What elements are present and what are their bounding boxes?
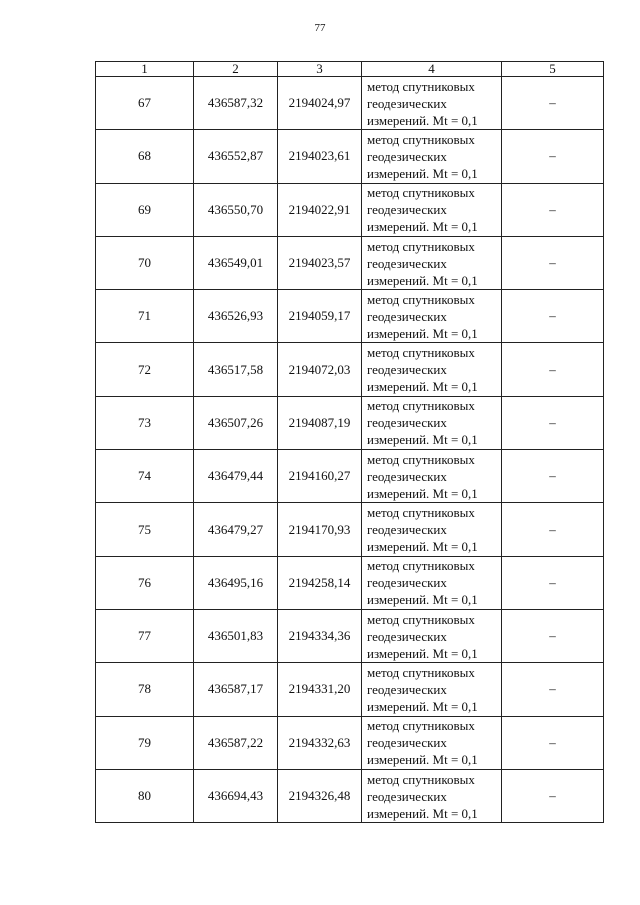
y-coordinate-cell: 2194087,19 <box>278 396 362 449</box>
point-number-cell: 79 <box>96 716 194 769</box>
description-cell: – <box>502 396 604 449</box>
method-cell <box>362 77 502 130</box>
point-number-cell: 72 <box>96 343 194 396</box>
method-text-line: метод спутниковых <box>367 611 475 627</box>
method-text-line: метод спутниковых <box>367 291 475 307</box>
y-coordinate-cell: 2194072,03 <box>278 343 362 396</box>
description-cell: – <box>502 716 604 769</box>
table-row <box>96 343 604 396</box>
point-number-cell: 76 <box>96 556 194 609</box>
method-text-line: геодезических <box>367 308 447 324</box>
table-row <box>96 450 604 503</box>
method-text-line: геодезических <box>367 148 447 164</box>
method-text-line: метод спутниковых <box>367 718 475 734</box>
column-header-5: 5 <box>502 62 604 77</box>
table-row <box>96 556 604 609</box>
method-text-line: метод спутниковых <box>367 185 475 201</box>
y-coordinate-cell: 2194170,93 <box>278 503 362 556</box>
x-coordinate-cell: 436517,58 <box>194 343 278 396</box>
method-cell <box>362 556 502 609</box>
description-cell: – <box>502 343 604 396</box>
method-text-line: метод спутниковых <box>367 558 475 574</box>
table-row <box>96 236 604 289</box>
x-coordinate-cell: 436501,83 <box>194 609 278 662</box>
method-text-line: измерений. Mt = 0,1 <box>367 698 478 714</box>
method-text-line: метод спутниковых <box>367 505 475 521</box>
description-cell: – <box>502 236 604 289</box>
method-text-line: геодезических <box>367 468 447 484</box>
x-coordinate-cell: 436549,01 <box>194 236 278 289</box>
point-number-cell: 70 <box>96 236 194 289</box>
y-coordinate-cell: 2194024,97 <box>278 77 362 130</box>
x-coordinate-cell: 436552,87 <box>194 130 278 183</box>
point-number-cell: 78 <box>96 663 194 716</box>
y-coordinate-cell: 2194160,27 <box>278 450 362 503</box>
table-body <box>96 77 604 823</box>
table-row <box>96 290 604 343</box>
description-cell: – <box>502 503 604 556</box>
method-cell <box>362 343 502 396</box>
column-header-3: 3 <box>278 62 362 77</box>
method-text-line: метод спутниковых <box>367 664 475 680</box>
method-text-line: геодезических <box>367 788 447 804</box>
y-coordinate-cell: 2194326,48 <box>278 769 362 822</box>
method-text-line: метод спутниковых <box>367 451 475 467</box>
table-row <box>96 609 604 662</box>
method-text-line: метод спутниковых <box>367 398 475 414</box>
table-row <box>96 716 604 769</box>
x-coordinate-cell: 436479,27 <box>194 503 278 556</box>
method-text-line: геодезических <box>367 95 447 111</box>
description-cell: – <box>502 769 604 822</box>
table-row <box>96 130 604 183</box>
description-cell: – <box>502 609 604 662</box>
method-text-line: метод спутниковых <box>367 238 475 254</box>
method-cell <box>362 663 502 716</box>
y-coordinate-cell: 2194258,14 <box>278 556 362 609</box>
x-coordinate-cell: 436507,26 <box>194 396 278 449</box>
method-text-line: геодезических <box>367 202 447 218</box>
method-text-line: измерений. Mt = 0,1 <box>367 592 478 608</box>
method-text-line: геодезических <box>367 522 447 538</box>
point-number-cell: 73 <box>96 396 194 449</box>
page-number: 77 <box>314 22 326 34</box>
method-cell <box>362 236 502 289</box>
point-number-cell: 68 <box>96 130 194 183</box>
method-text-line: геодезических <box>367 681 447 697</box>
point-number-cell: 69 <box>96 183 194 236</box>
y-coordinate-cell: 2194022,91 <box>278 183 362 236</box>
point-number-cell: 74 <box>96 450 194 503</box>
column-header-4: 4 <box>362 62 502 77</box>
x-coordinate-cell: 436479,44 <box>194 450 278 503</box>
method-cell <box>362 396 502 449</box>
x-coordinate-cell: 436587,22 <box>194 716 278 769</box>
point-number-cell: 77 <box>96 609 194 662</box>
method-cell <box>362 450 502 503</box>
description-cell: – <box>502 183 604 236</box>
description-cell: – <box>502 130 604 183</box>
method-text-line: измерений. Mt = 0,1 <box>367 325 478 341</box>
method-text-line: измерений. Mt = 0,1 <box>367 805 478 821</box>
method-text-line: измерений. Mt = 0,1 <box>367 272 478 288</box>
method-cell <box>362 609 502 662</box>
method-text-line: измерений. Mt = 0,1 <box>367 485 478 501</box>
method-text-line: метод спутниковых <box>367 78 475 94</box>
method-text-line: геодезических <box>367 628 447 644</box>
method-cell <box>362 503 502 556</box>
method-cell <box>362 290 502 343</box>
point-number-cell: 71 <box>96 290 194 343</box>
method-text-line: измерений. Mt = 0,1 <box>367 219 478 235</box>
description-cell: – <box>502 290 604 343</box>
point-number-cell: 67 <box>96 77 194 130</box>
table-row <box>96 183 604 236</box>
y-coordinate-cell: 2194023,61 <box>278 130 362 183</box>
method-text-line: измерений. Mt = 0,1 <box>367 645 478 661</box>
method-text-line: метод спутниковых <box>367 131 475 147</box>
table-row <box>96 503 604 556</box>
y-coordinate-cell: 2194059,17 <box>278 290 362 343</box>
method-text-line: геодезических <box>367 735 447 751</box>
method-cell <box>362 130 502 183</box>
y-coordinate-cell: 2194331,20 <box>278 663 362 716</box>
description-cell: – <box>502 77 604 130</box>
method-text-line: измерений. Mt = 0,1 <box>367 165 478 181</box>
method-text-line: измерений. Mt = 0,1 <box>367 112 478 128</box>
column-header-2: 2 <box>194 62 278 77</box>
method-cell <box>362 183 502 236</box>
coordinates-table <box>95 61 604 823</box>
description-cell: – <box>502 556 604 609</box>
method-cell <box>362 716 502 769</box>
method-text-line: измерений. Mt = 0,1 <box>367 539 478 555</box>
table-header-row <box>96 62 604 77</box>
description-cell: – <box>502 450 604 503</box>
y-coordinate-cell: 2194334,36 <box>278 609 362 662</box>
x-coordinate-cell: 436587,32 <box>194 77 278 130</box>
column-header-1: 1 <box>96 62 194 77</box>
method-text-line: метод спутниковых <box>367 345 475 361</box>
x-coordinate-cell: 436550,70 <box>194 183 278 236</box>
table-row <box>96 396 604 449</box>
method-text-line: метод спутниковых <box>367 771 475 787</box>
x-coordinate-cell: 436694,43 <box>194 769 278 822</box>
point-number-cell: 75 <box>96 503 194 556</box>
table-row <box>96 77 604 130</box>
x-coordinate-cell: 436495,16 <box>194 556 278 609</box>
method-text-line: измерений. Mt = 0,1 <box>367 752 478 768</box>
method-cell <box>362 769 502 822</box>
method-text-line: измерений. Mt = 0,1 <box>367 379 478 395</box>
method-text-line: геодезических <box>367 575 447 591</box>
description-cell: – <box>502 663 604 716</box>
x-coordinate-cell: 436587,17 <box>194 663 278 716</box>
method-text-line: геодезических <box>367 362 447 378</box>
y-coordinate-cell: 2194332,63 <box>278 716 362 769</box>
method-text-line: геодезических <box>367 255 447 271</box>
method-text-line: геодезических <box>367 415 447 431</box>
method-text-line: измерений. Mt = 0,1 <box>367 432 478 448</box>
x-coordinate-cell: 436526,93 <box>194 290 278 343</box>
table-row <box>96 663 604 716</box>
point-number-cell: 80 <box>96 769 194 822</box>
table-row <box>96 769 604 822</box>
y-coordinate-cell: 2194023,57 <box>278 236 362 289</box>
